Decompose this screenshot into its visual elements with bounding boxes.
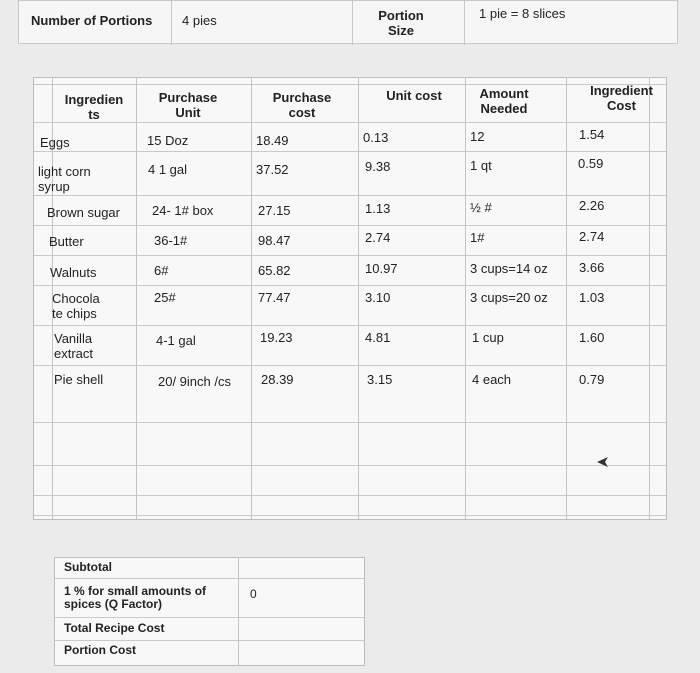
q-factor-label: 1 % for small amounts of spices (Q Factor)	[64, 584, 207, 611]
grid-line	[34, 422, 666, 423]
grid-line	[55, 640, 364, 641]
portion-size-value[interactable]: 1 pie = 8 slices	[479, 6, 566, 21]
unit-cost[interactable]: 4.81	[365, 330, 391, 345]
divider	[464, 1, 465, 45]
subtotal-label: Subtotal	[64, 560, 112, 574]
grid-line	[649, 78, 650, 519]
ingredient-name: Eggs	[40, 135, 70, 150]
amount-needed[interactable]: ½ #	[470, 200, 492, 215]
ingredient-name: Vanilla extract	[54, 331, 94, 361]
unit-cost[interactable]: 3.10	[365, 290, 391, 305]
column-header-unit-cost: Unit cost	[386, 88, 442, 103]
purchase-unit[interactable]: 36-1#	[154, 233, 188, 248]
purchase-unit[interactable]: 24- 1# box	[152, 203, 214, 218]
ingredient-table	[33, 77, 667, 520]
purchase-unit[interactable]: 20/ 9inch /cs	[158, 374, 231, 389]
ingredient-name: light corn syrup	[38, 164, 91, 194]
unit-cost[interactable]: 1.13	[365, 201, 391, 216]
purchase-unit[interactable]: 4-1 gal	[156, 333, 196, 348]
grid-line	[34, 515, 666, 516]
portions-label: Number of Portions	[31, 13, 153, 28]
grid-line	[55, 578, 364, 579]
amount-needed[interactable]: 1#	[470, 230, 485, 245]
grid-line	[34, 325, 666, 326]
grid-line	[55, 617, 364, 618]
amount-needed[interactable]: 4 each	[472, 372, 512, 387]
ingredient-cost[interactable]: 0.79	[579, 372, 605, 387]
amount-needed[interactable]: 1 qt	[470, 158, 492, 173]
ingredient-name: Walnuts	[50, 265, 97, 280]
grid-line	[34, 465, 666, 466]
grid-line	[34, 285, 666, 286]
ingredient-cost[interactable]: 1.03	[579, 290, 605, 305]
purchase-unit[interactable]: 6#	[154, 263, 169, 278]
grid-line	[34, 122, 666, 123]
column-header-ingredients: Ingredien ts	[64, 92, 124, 122]
unit-cost[interactable]: 0.13	[363, 130, 389, 145]
purchase-unit[interactable]: 25#	[154, 290, 176, 305]
grid-line	[34, 495, 666, 496]
amount-needed[interactable]: 1 cup	[472, 330, 504, 345]
purchase-cost[interactable]: 98.47	[258, 233, 291, 248]
divider	[352, 1, 353, 45]
grid-line	[34, 255, 666, 256]
divider	[171, 1, 172, 45]
column-header-purchase-cost: Purchase cost	[272, 90, 332, 120]
portions-value[interactable]: 4 pies	[182, 13, 217, 28]
grid-line	[566, 78, 567, 519]
grid-line	[34, 151, 666, 152]
ingredient-name: Pie shell	[54, 372, 104, 387]
column-header-purchase-unit: Purchase Unit	[158, 90, 218, 120]
unit-cost[interactable]: 3.15	[367, 372, 393, 387]
grid-line	[34, 225, 666, 226]
purchase-cost[interactable]: 28.39	[261, 372, 294, 387]
ingredient-cost[interactable]: 3.66	[579, 260, 605, 275]
ingredient-cost[interactable]: 0.59	[578, 156, 604, 171]
portion-info-box	[18, 0, 678, 44]
amount-needed[interactable]: 12	[470, 129, 485, 144]
grid-line	[34, 365, 666, 366]
grid-line	[34, 195, 666, 196]
amount-needed[interactable]: 3 cups=14 oz	[470, 261, 548, 276]
ingredient-name: Brown sugar	[47, 205, 120, 220]
purchase-cost[interactable]: 65.82	[258, 263, 291, 278]
portion-cost-label: Portion Cost	[64, 643, 136, 657]
ingredient-cost[interactable]: 2.26	[579, 198, 605, 213]
purchase-cost[interactable]: 37.52	[256, 162, 289, 177]
amount-needed[interactable]: 3 cups=20 oz	[470, 290, 548, 305]
grid-line	[358, 78, 359, 519]
column-header-amount-needed: Amount Needed	[479, 86, 529, 116]
purchase-cost[interactable]: 19.23	[260, 330, 293, 345]
unit-cost[interactable]: 9.38	[365, 159, 391, 174]
grid-line	[465, 78, 466, 519]
portion-size-label: Portion Size	[378, 8, 424, 38]
grid-line	[136, 78, 137, 519]
column-header-ingredient-cost: Ingredient Cost	[590, 83, 653, 113]
ingredient-cost[interactable]: 2.74	[579, 229, 605, 244]
mouse-pointer-icon	[596, 455, 610, 469]
purchase-cost[interactable]: 27.15	[258, 203, 291, 218]
purchase-unit[interactable]: 4 1 gal	[148, 162, 188, 177]
purchase-cost[interactable]: 18.49	[256, 133, 289, 148]
unit-cost[interactable]: 2.74	[365, 230, 391, 245]
ingredient-name: Butter	[49, 234, 84, 249]
grid-line	[238, 558, 239, 665]
unit-cost[interactable]: 10.97	[365, 261, 398, 276]
purchase-unit[interactable]: 15 Doz	[147, 133, 189, 148]
ingredient-name: Chocola te chips	[52, 291, 100, 321]
ingredient-cost[interactable]: 1.54	[579, 127, 605, 142]
purchase-cost[interactable]: 77.47	[258, 290, 291, 305]
summary-table	[54, 557, 365, 666]
q-factor-value[interactable]: 0	[250, 587, 257, 601]
grid-line	[251, 78, 252, 519]
total-recipe-cost-label: Total Recipe Cost	[64, 621, 165, 635]
ingredient-cost[interactable]: 1.60	[579, 330, 605, 345]
